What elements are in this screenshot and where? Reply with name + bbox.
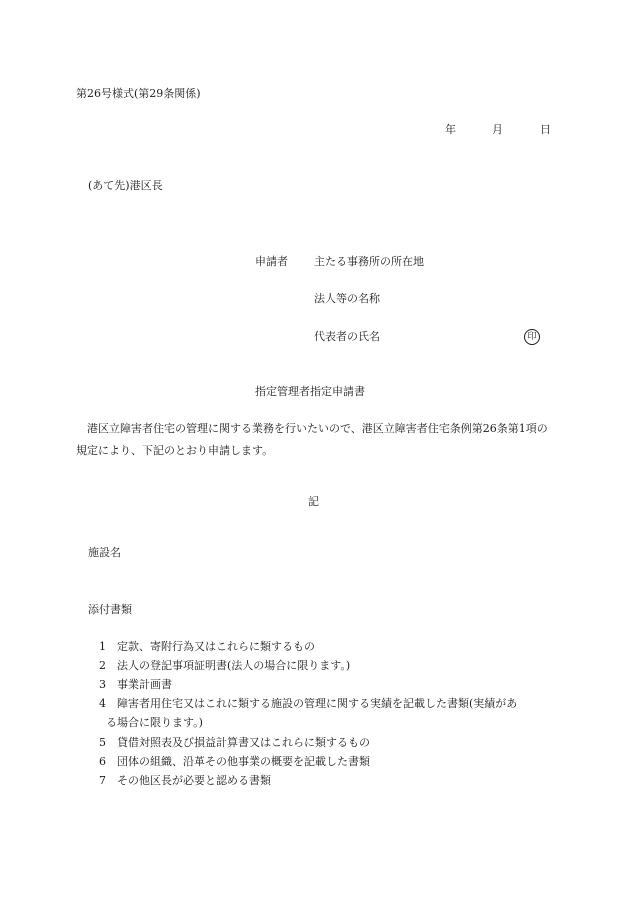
attachment-item (99, 641, 315, 652)
attachment-text: 定款、寄附行為又はこれらに類するもの (117, 640, 315, 653)
attachment-text: 団体の組織、沿革その他事業の概要を記載した書類 (117, 755, 370, 768)
addressee: (あて先)港区長 (88, 179, 163, 192)
attachment-text: その他区長が必要と認める書類 (117, 774, 271, 787)
attachment-item (99, 698, 517, 709)
attachment-item (99, 660, 350, 671)
attachment-number: 2 (99, 659, 106, 672)
date-day: 日 (540, 123, 551, 136)
attachment-number: 3 (99, 678, 106, 691)
attachment-item (99, 737, 370, 748)
attachment-number: 7 (99, 774, 106, 787)
ki-heading: 記 (308, 495, 319, 508)
seal-icon: 印 (524, 329, 540, 345)
rep-name-label: 代表者の氏名 (314, 330, 380, 343)
attachment-text: 障害者用住宅又はこれに類する施設の管理に関する実績を記載した書類(実績があ (117, 697, 518, 710)
attachment-continuation: る場合に限ります。) (106, 716, 203, 729)
applicant-label: 申請者 (255, 255, 288, 268)
date-year: 年 (445, 123, 456, 136)
attachment-number: 1 (99, 640, 106, 653)
document-title: 指定管理者指定申請書 (255, 385, 365, 398)
office-location-label: 主たる事務所の所在地 (314, 255, 424, 268)
facility-label: 施設名 (88, 546, 121, 559)
form-number: 第26号様式(第29条関係) (76, 87, 201, 100)
attachment-item (99, 679, 172, 690)
attachment-text: 法人の登記事項証明書(法人の場合に限ります。) (117, 659, 351, 672)
attachment-number: 5 (99, 736, 106, 749)
attachment-item (99, 775, 271, 786)
attachment-text: 事業計画書 (117, 678, 172, 691)
attachment-text: 貸借対照表及び損益計算書又はこれらに類するもの (117, 736, 370, 749)
date-month: 月 (492, 123, 503, 136)
attachment-number: 4 (99, 697, 106, 710)
corp-name-label: 法人等の名称 (314, 292, 380, 305)
body-paragraph: 港区立障害者住宅の管理に関する業務を行いたいので、港区立障害者住宅条例第26条第1項の規定により、下記のとおり申請します。 (76, 422, 548, 457)
attachment-item (99, 756, 370, 767)
attachments-label: 添付書類 (88, 603, 132, 616)
attachment-number: 6 (99, 755, 106, 768)
